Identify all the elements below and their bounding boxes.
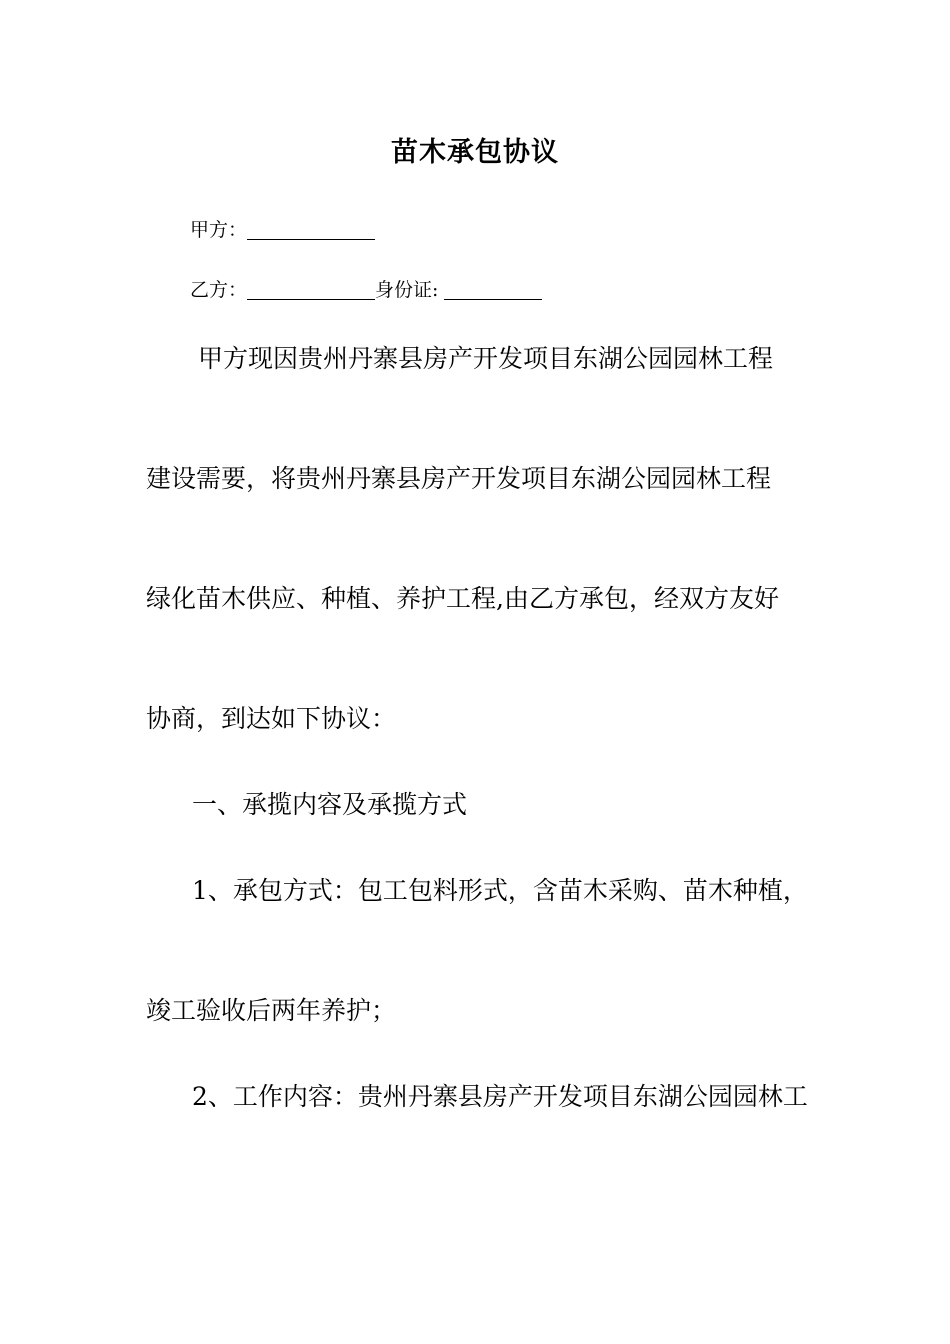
- body-line: 1、承包方式：包工包料形式，含苗木采购、苗木种植，: [192, 876, 808, 905]
- party-a-blank: [247, 217, 375, 240]
- party-a-field: [190, 215, 375, 242]
- party-b-field: [190, 275, 542, 302]
- body-line: 建设需要，将贵州丹寨县房产开发项目东湖公园园林工程: [146, 464, 772, 493]
- body-line: 2、工作内容：贵州丹寨县房产开发项目东湖公园园林工: [192, 1082, 808, 1111]
- party-a-label: 甲方：: [190, 219, 248, 241]
- party-b-id-blank: [444, 277, 542, 300]
- body-line: 竣工验收后两年养护；: [146, 996, 397, 1025]
- document-title: 苗木承包协议: [391, 137, 559, 168]
- party-b-blank: [247, 277, 375, 300]
- body-line: 绿化苗木供应、种植、养护工程,由乙方承包，经双方友好: [146, 584, 779, 613]
- section-heading: 一、承揽内容及承揽方式: [192, 790, 468, 819]
- party-b-id-label: 身份证:: [375, 279, 439, 301]
- party-b-label: 乙方：: [190, 279, 248, 301]
- body-line: 协商，到达如下协议：: [146, 704, 397, 733]
- body-line: 甲方现因贵州丹寨县房产开发项目东湖公园园林工程: [198, 344, 774, 373]
